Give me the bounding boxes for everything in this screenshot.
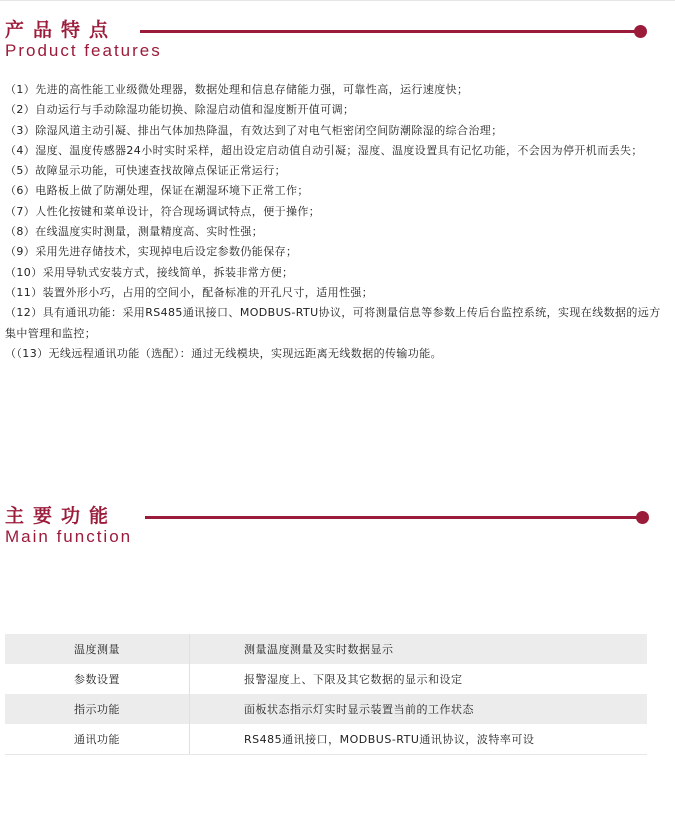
- function-header-line: [145, 516, 640, 519]
- function-title-cn: 主要功能: [5, 505, 118, 527]
- features-header-line: [140, 30, 640, 33]
- function-desc: 测量温度测量及实时数据显示: [190, 634, 648, 664]
- feature-item: （3）除湿风道主动引凝、排出气体加热降温，有效达到了对电气柜密闭空间防潮除湿的综合治理；: [5, 123, 503, 137]
- function-name: 指示功能: [5, 694, 190, 724]
- feature-item: （5）故障显示功能，可快速查找故障点保证正常运行；: [5, 164, 286, 178]
- features-header: [5, 19, 670, 61]
- function-name: 参数设置: [5, 664, 190, 694]
- feature-item: （6）电路板上做了防潮处理，保证在潮湿环境下正常工作；: [5, 184, 309, 198]
- feature-item: （2）自动运行与手动除湿功能切换、除湿启动值和湿度断开值可调；: [5, 103, 355, 117]
- table-row: [5, 634, 647, 664]
- feature-item: （（13）无线远程通讯功能（选配）：通过无线模块，实现远距离无线数据的传输功能。: [5, 346, 442, 360]
- feature-item: （10）采用导轨式安装方式，接线简单，拆装非常方便；: [5, 265, 294, 279]
- function-table: [5, 634, 647, 755]
- function-header: [5, 505, 670, 547]
- feature-item: （8）在线温度实时测量，测量精度高、实时性强；: [5, 225, 264, 239]
- features-header-dot: [634, 25, 647, 38]
- table-row: [5, 724, 647, 755]
- feature-item: （9）采用先进存储技术，实现掉电后设定参数仍能保存；: [5, 245, 298, 259]
- function-title-en: Main function: [5, 527, 133, 546]
- top-divider: [0, 0, 675, 1]
- feature-item: （4）湿度、温度传感器24小时实时采样，超出设定启动值自动引凝；湿度、温度设置具有记忆功能，不会因为停开机而丢失；: [5, 143, 643, 157]
- feature-item: （12）具有通讯功能：采用RS485通讯接口、MODBUS-RTU协议，可将测量信息等参数上传后台监控系统，实现在线数据的远方集中管理和监控；: [5, 306, 661, 340]
- function-name: 通讯功能: [5, 724, 190, 755]
- features-list: [5, 80, 665, 364]
- features-title-cn: 产品特点: [5, 19, 118, 41]
- function-desc: RS485通讯接口，MODBUS-RTU通讯协议，波特率可设: [190, 724, 648, 755]
- table-row: [5, 664, 647, 694]
- features-title-en: Product features: [5, 41, 162, 60]
- feature-item: （1）先进的高性能工业级微处理器，数据处理和信息存储能力强，可靠性高，运行速度快；: [5, 83, 469, 96]
- function-desc: 面板状态指示灯实时显示装置当前的工作状态: [190, 694, 648, 724]
- function-desc: 报警湿度上、下限及其它数据的显示和设定: [190, 664, 648, 694]
- function-name: 温度测量: [5, 634, 190, 664]
- table-row: [5, 694, 647, 724]
- feature-item: （11）装置外形小巧，占用的空间小，配备标准的开孔尺寸，适用性强；: [5, 285, 374, 299]
- function-header-dot: [636, 511, 649, 524]
- feature-item: （7）人性化按键和菜单设计，符合现场调试特点，便于操作；: [5, 204, 321, 218]
